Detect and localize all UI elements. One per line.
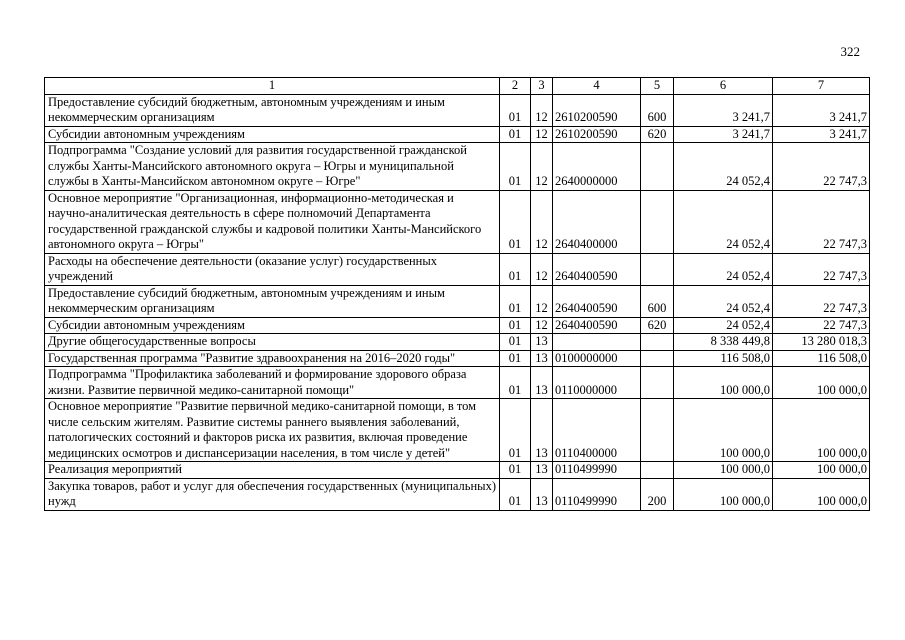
amount-year2-cell: 3 241,7 [773,126,870,143]
amount-year1-cell: 24 052,4 [674,143,773,191]
row-name-cell: Предоставление субсидий бюджетным, автономным учреждениям и иным некоммерческим организациям [45,285,500,317]
row-name-cell: Другие общегосударственные вопросы [45,334,500,351]
section-code-cell: 01 [500,253,531,285]
header-cell: 6 [674,78,773,95]
header-cell: 1 [45,78,500,95]
target-article-cell: 0100000000 [553,350,641,367]
section-code-cell: 01 [500,478,531,510]
table-row [45,143,870,191]
section-code-cell: 01 [500,285,531,317]
target-article-cell: 2640400590 [553,285,641,317]
expense-type-cell [641,143,674,191]
amount-year1-cell: 3 241,7 [674,94,773,126]
subsection-code-cell: 13 [531,462,553,479]
subsection-code-cell: 13 [531,350,553,367]
table-row [45,334,870,351]
row-name-cell: Реализация мероприятий [45,462,500,479]
target-article-cell: 2610200590 [553,94,641,126]
expense-type-cell: 620 [641,126,674,143]
expense-type-cell [641,462,674,479]
target-article-cell: 2610200590 [553,126,641,143]
table-row [45,253,870,285]
header-cell: 3 [531,78,553,95]
amount-year1-cell: 24 052,4 [674,190,773,253]
section-code-cell: 01 [500,190,531,253]
subsection-code-cell: 12 [531,126,553,143]
row-name-cell: Субсидии автономным учреждениям [45,317,500,334]
table-row [45,462,870,479]
table-row [45,350,870,367]
section-code-cell: 01 [500,334,531,351]
page-number: 322 [840,44,860,59]
expense-type-cell: 620 [641,317,674,334]
budget-table [44,77,870,511]
expense-type-cell [641,190,674,253]
target-article-cell [553,334,641,351]
amount-year1-cell: 24 052,4 [674,317,773,334]
section-code-cell: 01 [500,126,531,143]
subsection-code-cell: 13 [531,478,553,510]
amount-year1-cell: 100 000,0 [674,478,773,510]
table-header-row [45,78,870,95]
section-code-cell: 01 [500,367,531,399]
expense-type-cell [641,367,674,399]
subsection-code-cell: 12 [531,253,553,285]
expense-type-cell: 600 [641,94,674,126]
amount-year2-cell: 3 241,7 [773,94,870,126]
row-name-cell: Государственная программа "Развитие здравоохранения на 2016–2020 годы" [45,350,500,367]
row-name-cell: Предоставление субсидий бюджетным, автономным учреждениям и иным некоммерческим организациям [45,94,500,126]
amount-year2-cell: 100 000,0 [773,367,870,399]
table-row [45,190,870,253]
amount-year1-cell: 8 338 449,8 [674,334,773,351]
table-row [45,94,870,126]
amount-year1-cell: 100 000,0 [674,462,773,479]
target-article-cell: 2640400590 [553,317,641,334]
row-name-cell: Расходы на обеспечение деятельности (оказание услуг) государственных учреждений [45,253,500,285]
header-cell: 4 [553,78,641,95]
target-article-cell: 2640400590 [553,253,641,285]
expense-type-cell [641,253,674,285]
subsection-code-cell: 13 [531,399,553,462]
subsection-code-cell: 12 [531,317,553,334]
table-row [45,478,870,510]
target-article-cell: 2640400000 [553,190,641,253]
subsection-code-cell: 12 [531,285,553,317]
subsection-code-cell: 13 [531,367,553,399]
subsection-code-cell: 12 [531,143,553,191]
subsection-code-cell: 13 [531,334,553,351]
amount-year2-cell: 100 000,0 [773,462,870,479]
subsection-code-cell: 12 [531,190,553,253]
row-name-cell: Закупка товаров, работ и услуг для обеспечения государственных (муниципальных) нужд [45,478,500,510]
amount-year1-cell: 3 241,7 [674,126,773,143]
expense-type-cell: 200 [641,478,674,510]
amount-year2-cell: 13 280 018,3 [773,334,870,351]
amount-year1-cell: 100 000,0 [674,367,773,399]
amount-year2-cell: 22 747,3 [773,285,870,317]
section-code-cell: 01 [500,399,531,462]
section-code-cell: 01 [500,462,531,479]
target-article-cell: 0110400000 [553,399,641,462]
section-code-cell: 01 [500,350,531,367]
expense-type-cell [641,334,674,351]
header-cell: 7 [773,78,870,95]
amount-year1-cell: 100 000,0 [674,399,773,462]
header-cell: 2 [500,78,531,95]
table-row [45,399,870,462]
amount-year2-cell: 116 508,0 [773,350,870,367]
target-article-cell: 0110000000 [553,367,641,399]
table-row [45,285,870,317]
row-name-cell: Основное мероприятие "Организационная, информационно-методическая и научно-аналитическая деятельность в сфере полномочий Департамента государственной гражданской службы и кадровой политики Ханты-Мансийского автономного округа – Югры" [45,190,500,253]
row-name-cell: Субсидии автономным учреждениям [45,126,500,143]
section-code-cell: 01 [500,143,531,191]
section-code-cell: 01 [500,94,531,126]
table-row [45,367,870,399]
header-cell: 5 [641,78,674,95]
expense-type-cell [641,350,674,367]
amount-year2-cell: 22 747,3 [773,317,870,334]
subsection-code-cell: 12 [531,94,553,126]
table-row [45,126,870,143]
amount-year2-cell: 22 747,3 [773,190,870,253]
amount-year2-cell: 100 000,0 [773,478,870,510]
amount-year1-cell: 24 052,4 [674,285,773,317]
amount-year2-cell: 100 000,0 [773,399,870,462]
amount-year2-cell: 22 747,3 [773,143,870,191]
amount-year1-cell: 116 508,0 [674,350,773,367]
row-name-cell: Подпрограмма "Создание условий для развития государственной гражданской службы Ханты-Мансийского автономного округа – Югры и муниципальной службы в Ханты-Мансийском автономном округе – Югре" [45,143,500,191]
row-name-cell: Основное мероприятие "Развитие первичной медико-санитарной помощи, в том числе сельским жителям. Развитие системы раннего выявления заболеваний, патологических состояний и факторов риска их развития, включая проведение медицинских осмотров и диспансеризации населения, в том числе у детей" [45,399,500,462]
target-article-cell: 0110499990 [553,478,641,510]
expense-type-cell [641,399,674,462]
row-name-cell: Подпрограмма "Профилактика заболеваний и формирование здорового образа жизни. Развитие первичной медико-санитарной помощи" [45,367,500,399]
expense-type-cell: 600 [641,285,674,317]
section-code-cell: 01 [500,317,531,334]
amount-year2-cell: 22 747,3 [773,253,870,285]
target-article-cell: 2640000000 [553,143,641,191]
target-article-cell: 0110499990 [553,462,641,479]
amount-year1-cell: 24 052,4 [674,253,773,285]
table-row [45,317,870,334]
